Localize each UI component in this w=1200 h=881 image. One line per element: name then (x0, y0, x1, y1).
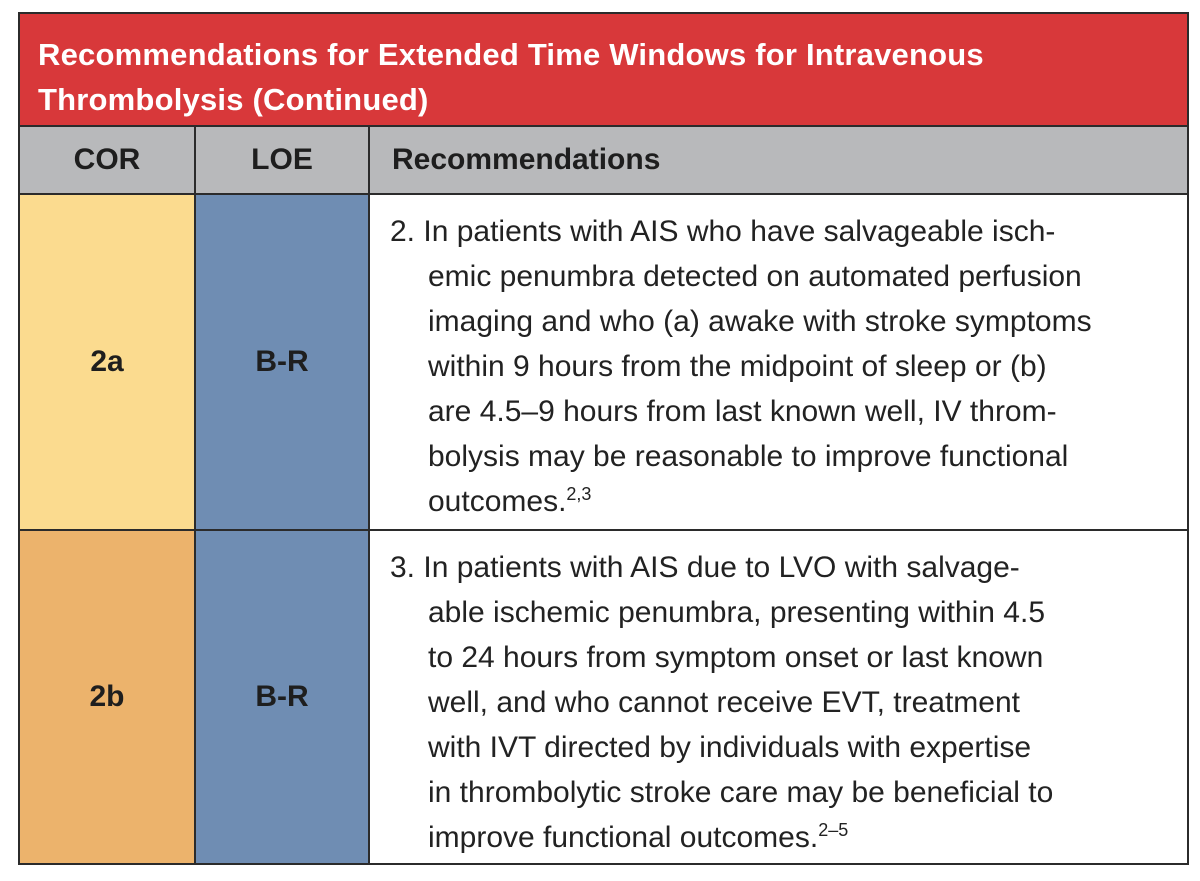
reference-superscript: 2,3 (566, 484, 592, 504)
recommendation-line: within 9 hours from the midpoint of sleep or (b) (428, 350, 1047, 383)
recommendation-line: 3. In patients with AIS due to LVO with salvage- (390, 551, 1020, 584)
recommendation-text (390, 545, 1180, 860)
recommendation-cell (370, 195, 1187, 529)
recommendation-line-end: improve functional outcomes. (428, 821, 819, 854)
recommendation-line (390, 479, 1180, 524)
loe-value: B-R (255, 680, 309, 713)
table-title-line-1: Recommendations for Extended Time Windows for Intravenous (38, 37, 984, 72)
table-row (20, 531, 1187, 863)
reference-superscript: 2–5 (818, 820, 849, 840)
recommendation-line: bolysis may be reasonable to improve functional (428, 440, 1069, 473)
cor-cell (20, 531, 196, 863)
recommendation-line: to 24 hours from symptom onset or last known (428, 641, 1044, 674)
table-title-bar (20, 14, 1187, 127)
loe-value: B-R (255, 345, 309, 378)
recommendation-line (390, 815, 1180, 860)
header-cor: COR (20, 127, 196, 193)
table-title-line-2: Thrombolysis (Continued) (38, 82, 429, 117)
header-loe: LOE (196, 127, 370, 193)
cor-cell (20, 195, 196, 529)
recommendation-line: are 4.5–9 hours from last known well, IV throm- (428, 395, 1057, 428)
table-header-row (20, 127, 1187, 195)
cor-value: 2a (90, 345, 124, 378)
recommendation-line: 2. In patients with AIS who have salvageable isch- (390, 215, 1056, 248)
loe-cell (196, 531, 370, 863)
recommendation-line: in thrombolytic stroke care may be beneficial to (428, 776, 1054, 809)
loe-cell (196, 195, 370, 529)
recommendation-text (390, 209, 1180, 524)
recommendation-line: imaging and who (a) awake with stroke symptoms (428, 305, 1092, 338)
table-row (20, 195, 1187, 531)
recommendation-line: emic penumbra detected on automated perfusion (428, 260, 1082, 293)
cor-value: 2b (89, 680, 125, 713)
recommendation-cell (370, 531, 1187, 863)
recommendation-line: with IVT directed by individuals with expertise (428, 731, 1032, 764)
recommendation-line: able ischemic penumbra, presenting within 4.5 (428, 596, 1046, 629)
recommendations-table (18, 12, 1189, 865)
table-title (38, 32, 1158, 122)
header-recommendations: Recommendations (392, 143, 661, 176)
recommendation-line: well, and who cannot receive EVT, treatment (428, 686, 1020, 719)
recommendation-line-end: outcomes. (428, 485, 567, 518)
